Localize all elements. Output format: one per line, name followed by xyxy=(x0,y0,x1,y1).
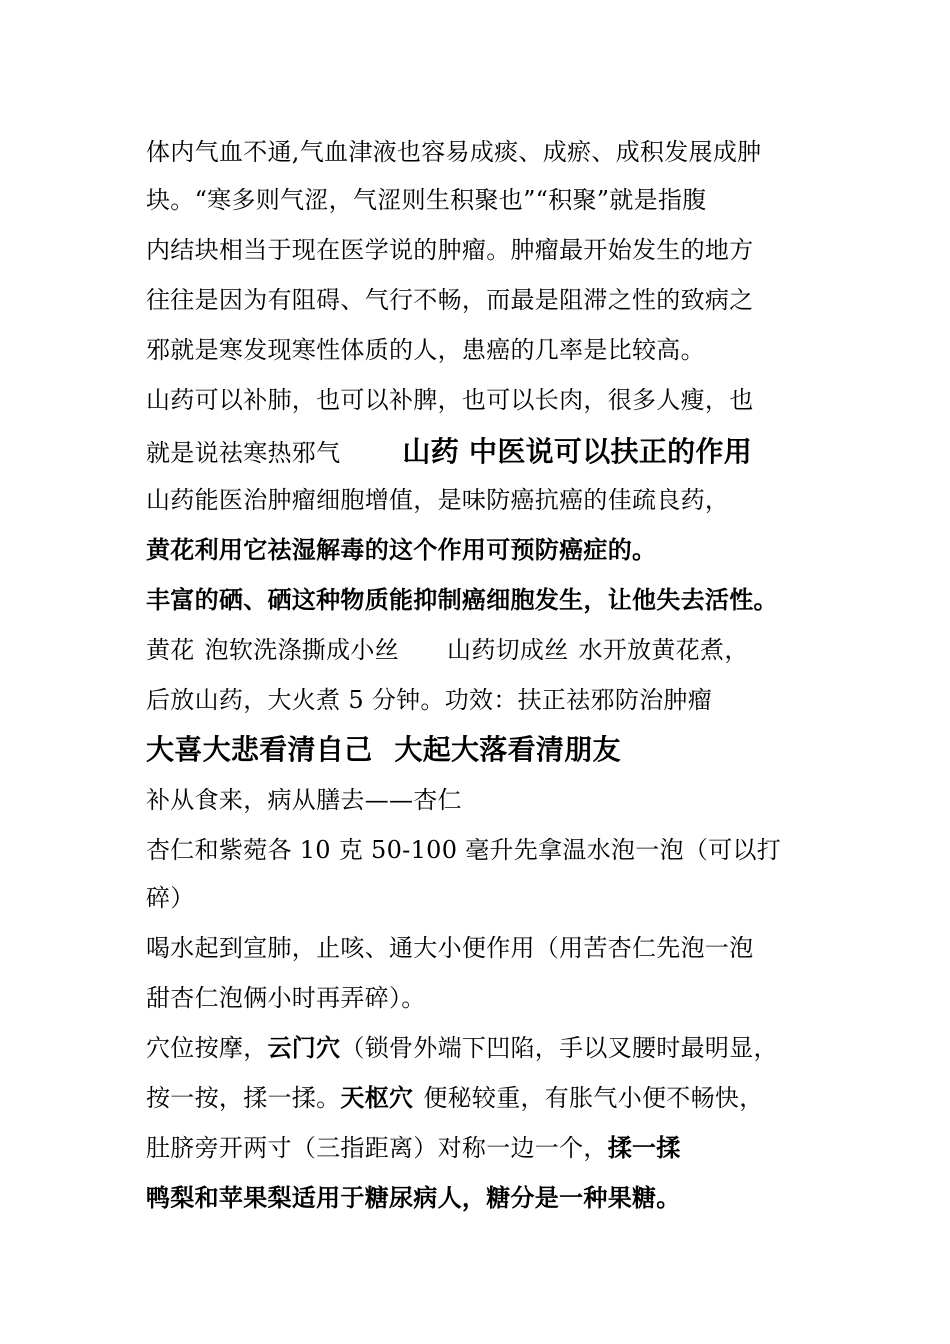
paragraph-line-11 xyxy=(146,635,749,665)
paragraph-line-22-bold: 鸭梨和苹果梨适用于糖尿病人，糖分是一种果糖。 xyxy=(146,1184,681,1212)
motto-heading xyxy=(146,733,621,767)
paragraph-line-1: 体内气血不通,气血津液也容易成痰、成瘀、成积发展成肿 xyxy=(146,138,762,166)
paragraph-line-8: 山药能医治肿瘤细胞增值，是味防癌抗癌的佳疏良药， xyxy=(146,486,730,514)
shanyao-heading: 山药 xyxy=(402,435,460,468)
paragraph-line-19 xyxy=(146,1033,778,1063)
paragraph-line-12: 后放山药，大火煮 5 分钟。功效：扶正祛邪防治肿瘤 xyxy=(146,686,713,714)
paragraph-line-4: 往往是因为有阻碍、气行不畅，而最是阻滞之性的致病之 xyxy=(146,286,754,314)
huanghua-label: 黄花 xyxy=(146,636,195,664)
paragraph-line-14: 补从食来，病从膳去——杏仁 xyxy=(146,786,462,814)
paragraph-line-7 xyxy=(146,435,752,469)
paragraph-line-21 xyxy=(146,1133,681,1163)
huanghua-step: 泡软洗涤撕成小丝 xyxy=(204,636,400,664)
paragraph-line-3: 内结块相当于现在医学说的肿瘤。肿瘤最开始发生的地方 xyxy=(146,236,754,264)
paragraph-line-9-bold: 黄花利用它祛湿解毒的这个作用可预防癌症的。 xyxy=(146,536,657,564)
paragraph-line-15: 杏仁和紫菀各 10 克 50-100 毫升先拿温水泡一泡（可以打 xyxy=(146,836,782,864)
tianshu-desc: 便秘较重，有胀气小便不畅快， xyxy=(423,1084,764,1112)
paragraph-line-20 xyxy=(146,1083,764,1113)
line-7-text: 就是说祛寒热邪气 xyxy=(146,439,341,467)
paragraph-line-16: 碎） xyxy=(146,884,195,912)
acupoint-intro: 穴位按摩， xyxy=(146,1034,268,1062)
paragraph-line-18: 甜杏仁泡俩小时再弄碎）。 xyxy=(146,984,426,1012)
massage-text: 按一按，揉一揉。 xyxy=(146,1084,341,1112)
rub-text: 揉一揉 xyxy=(607,1134,681,1162)
boil-step: 水开放黄花煮， xyxy=(578,636,749,664)
paragraph-line-2: 块。“寒多则气涩，气涩则生积聚也”“积聚”就是指腹 xyxy=(146,186,707,214)
motto-part-1: 大喜大悲看清自己 xyxy=(146,733,373,766)
paragraph-line-10-bold: 丰富的硒、硒这种物质能抑制癌细胞发生，让他失去活性。 xyxy=(146,586,778,614)
zhongyi-heading: 中医说可以扶正的作用 xyxy=(469,435,753,468)
tianshu-point: 天枢穴 xyxy=(340,1084,414,1112)
motto-part-2: 大起大落看清朋友 xyxy=(394,733,621,766)
paragraph-line-5: 邪就是寒发现寒性体质的人，患癌的几率是比较高。 xyxy=(146,336,705,364)
paragraph-line-6: 山药可以补肺，也可以补脾，也可以长肉，很多人瘦，也 xyxy=(146,386,754,414)
yunmen-desc: （锁骨外端下凹陷，手以叉腰时最明显， xyxy=(340,1034,778,1062)
paragraph-line-17: 喝水起到宣肺，止咳、通大小便作用（用苦杏仁先泡一泡 xyxy=(146,934,754,962)
shanyao-step: 山药切成丝 xyxy=(447,636,569,664)
navel-desc: 肚脐旁开两寸（三指距离）对称一边一个， xyxy=(146,1134,608,1162)
yunmen-point: 云门穴 xyxy=(267,1034,341,1062)
